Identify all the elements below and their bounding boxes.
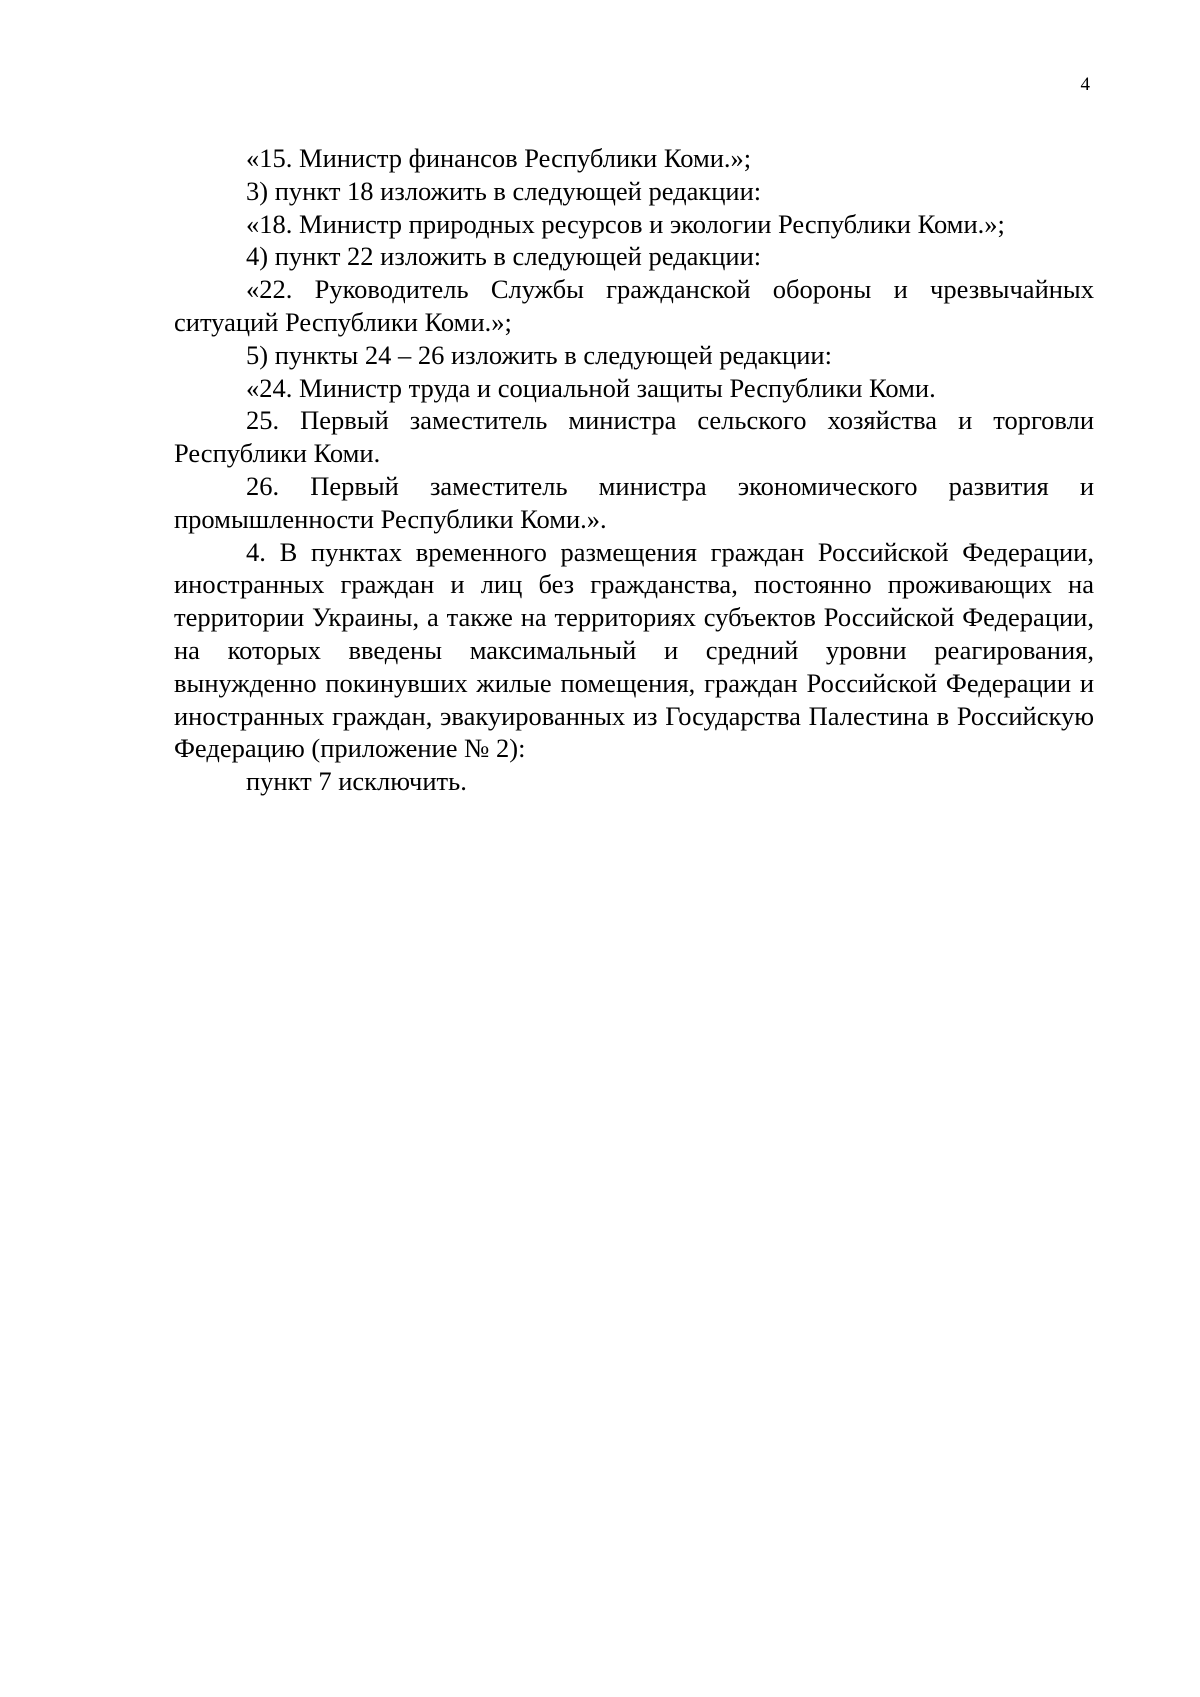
paragraph-amend-22: 4) пункт 22 изложить в следующей редакции:	[246, 241, 762, 272]
paragraph-amend-18: 3) пункт 18 изложить в следующей редакции:	[246, 175, 762, 206]
document-body	[174, 142, 1094, 798]
paragraph-item-22: «22. Руководитель Службы гражданской обороны и чрезвычайных ситуаций Республики Коми.»;	[174, 274, 1094, 337]
paragraph-item-24: «24. Министр труда и социальной защиты Республики Коми.	[246, 372, 936, 403]
paragraph-section-4: 4. В пунктах временного размещения граждан Российской Федерации, иностранных граждан и лиц без гражданства, постоянно проживающих на территории Украины, а также на территориях субъектов Российской Федерации, на которых введены максимальный и средний уровни реагирования, вынужденно покинувших жилые помещения, граждан Российской Федерации и иностранных граждан, эвакуированных из Государства Палестина в Российскую Федерацию (приложение № 2):	[174, 536, 1094, 764]
page-number: 4	[1080, 74, 1090, 95]
paragraph-item-25: 25. Первый заместитель министра сельского хозяйства и торговли Республики Коми.	[174, 405, 1094, 469]
paragraph-item-26: 26. Первый заместитель министра экономического развития и промышленности Республики Коми.».	[174, 470, 1094, 534]
paragraph-item-18: «18. Министр природных ресурсов и экологии Республики Коми.»;	[246, 208, 1005, 239]
paragraph-amend-24-26: 5) пункты 24 – 26 изложить в следующей редакции:	[246, 339, 832, 370]
paragraph-exclude-7: пункт 7 исключить.	[246, 766, 467, 797]
paragraph-item-15: «15. Министр финансов Республики Коми.»;	[246, 143, 752, 173]
